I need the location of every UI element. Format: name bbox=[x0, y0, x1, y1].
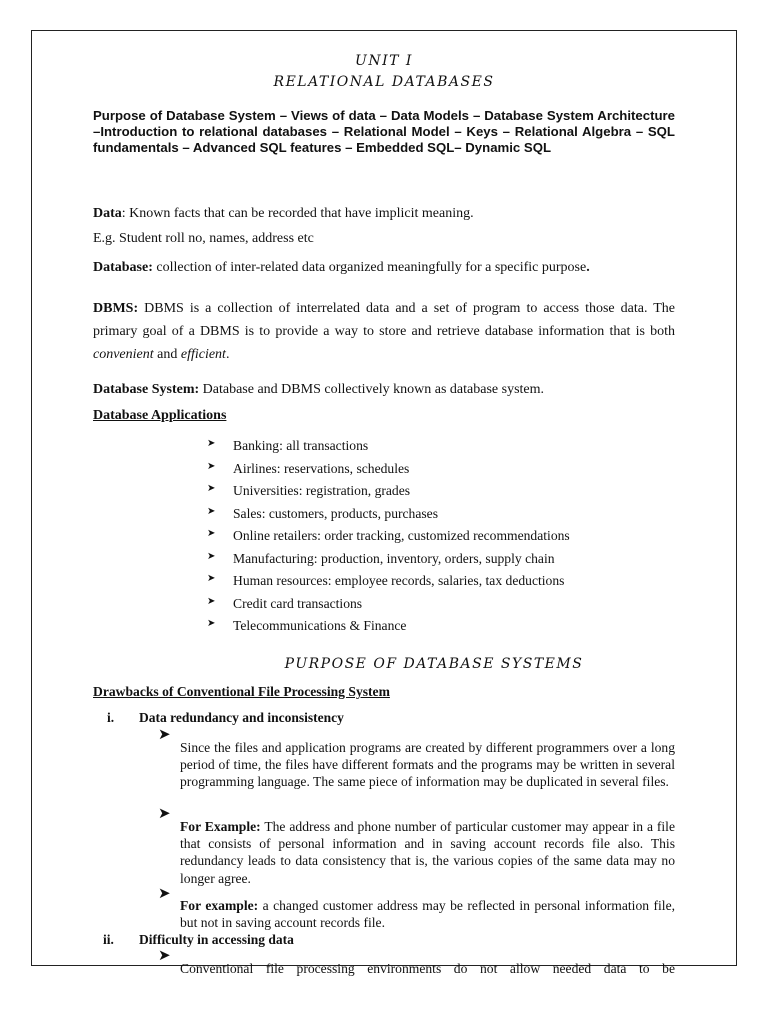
dbms-term: DBMS: bbox=[93, 301, 139, 316]
arrow-bullet-icon: ➤ bbox=[158, 948, 171, 964]
data-example: E.g. Student roll no, names, address etc bbox=[93, 231, 314, 246]
item-i-numeral: i. bbox=[107, 710, 115, 725]
dbms-definition bbox=[93, 297, 675, 366]
item-i-title: Data redundancy and inconsistency bbox=[139, 710, 344, 725]
list-item: ➤ Banking: all transactions bbox=[207, 437, 570, 460]
list-item: ➤ Sales: customers, products, purchases bbox=[207, 505, 570, 528]
purpose-heading: PURPOSE OF DATABASE SYSTEMS bbox=[284, 656, 584, 672]
arrow-bullet-icon: ➤ bbox=[158, 886, 171, 902]
list-item: ➤ Universities: registration, grades bbox=[207, 482, 570, 505]
list-item: ➤ Telecommunications & Finance bbox=[207, 617, 570, 640]
dbms-efficient: efficient bbox=[180, 347, 226, 362]
dbms-end: . bbox=[225, 347, 230, 362]
arrow-bullet-icon: ➤ bbox=[207, 618, 216, 629]
list-item: ➤ Online retailers: order tracking, customized recommendations bbox=[207, 527, 570, 550]
list-item: ➤ Credit card transactions bbox=[207, 595, 570, 618]
topics-list: Purpose of Database System – Views of data – Data Models – Database System Architecture –Introduction to relational databases – Relational Model – Keys – Relational Algebra – SQL fundamentals – Advanced SQL features – Embedded SQL– Dynamic SQL bbox=[93, 108, 675, 155]
dbsystem-definition bbox=[93, 378, 675, 401]
arrow-bullet-icon: ➤ bbox=[207, 505, 216, 517]
list-item: ➤ Airlines: reservations, schedules bbox=[207, 460, 570, 483]
list-item: ➤ Manufacturing: production, inventory, orders, supply chain bbox=[207, 550, 570, 573]
list-item: ➤ Human resources: employee records, salaries, tax deductions bbox=[207, 572, 570, 595]
arrow-bullet-icon: ➤ bbox=[158, 806, 171, 822]
arrow-bullet-icon: ➤ bbox=[158, 727, 171, 743]
arrow-bullet-icon: ➤ bbox=[207, 573, 216, 584]
item-ii-title: Difficulty in accessing data bbox=[139, 932, 294, 947]
arrow-bullet-icon: ➤ bbox=[207, 595, 216, 607]
applications-heading: Database Applications bbox=[93, 408, 227, 423]
arrow-bullet-icon: ➤ bbox=[207, 483, 216, 494]
item-ii-point-1: Conventional file processing environments do not allow needed data to be bbox=[180, 961, 675, 976]
dbms-and: and bbox=[153, 347, 181, 362]
data-text: : Known facts that can be recorded that have implicit meaning. bbox=[121, 206, 474, 221]
item-i-point-2: For Example: The address and phone number of particular customer may appear in a file that consists of personal information and in saving account records file also. This redundancy leads to data consistency that is, the various copies of the same data may no longer agree. bbox=[180, 819, 675, 886]
dbsystem-text: Database and DBMS collectively known as database system. bbox=[199, 382, 545, 397]
dbsystem-term: Database System: bbox=[93, 382, 200, 397]
item-i-point-3: For example: a changed customer address may be reflected in personal information file, but not in saving account records file. bbox=[180, 898, 676, 931]
arrow-bullet-icon: ➤ bbox=[207, 550, 216, 562]
arrow-bullet-icon: ➤ bbox=[207, 528, 216, 539]
applications-list bbox=[207, 437, 570, 640]
item-ii-numeral: ii. bbox=[103, 932, 114, 947]
drawbacks-heading: Drawbacks of Conventional File Processing System bbox=[93, 684, 390, 699]
database-definition bbox=[93, 256, 675, 279]
data-term: Data bbox=[93, 206, 122, 221]
unit-subtitle: RELATIONAL DATABASES bbox=[273, 74, 495, 90]
dbms-text: DBMS is a collection of interrelated data and a set of program to access those data. The primary goal of a DBMS is to provide a way to store and retrieve database information that is both bbox=[93, 301, 675, 339]
data-definition bbox=[93, 202, 675, 225]
item-i-point-1: Since the files and application programs are created by different programmers over a long period of time, the files have different formats and the programs may be written in several programming language. The same piece of information may be duplicated in several files. bbox=[180, 740, 675, 790]
database-text: collection of inter-related data organized meaningfully for a specific purpose bbox=[152, 260, 587, 275]
dbms-convenient: convenient bbox=[93, 347, 154, 362]
arrow-bullet-icon: ➤ bbox=[207, 438, 216, 449]
unit-title: UNIT I bbox=[355, 53, 413, 69]
database-term: Database: bbox=[93, 260, 153, 275]
arrow-bullet-icon: ➤ bbox=[207, 460, 216, 472]
database-end: . bbox=[586, 260, 590, 275]
